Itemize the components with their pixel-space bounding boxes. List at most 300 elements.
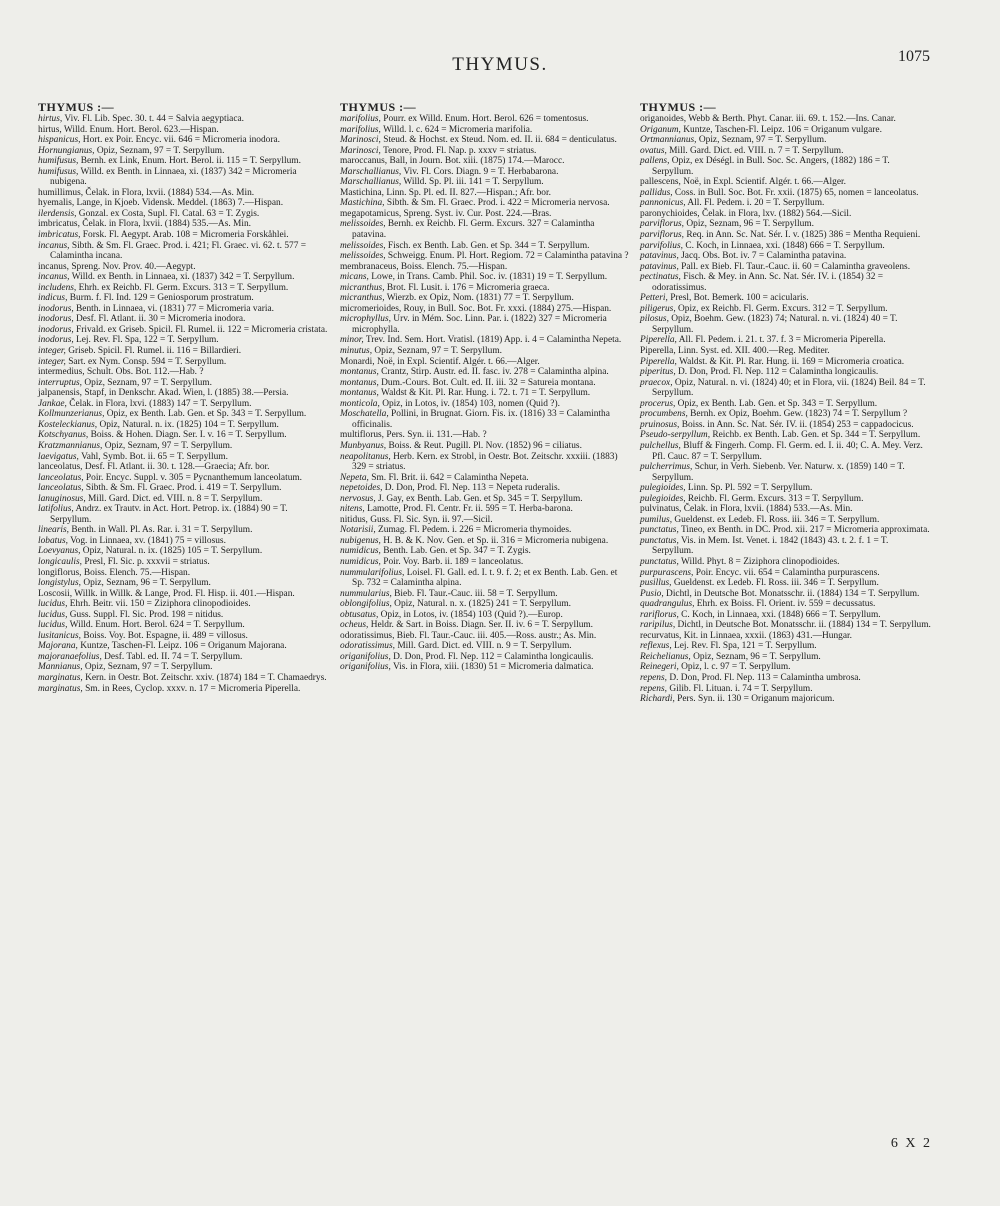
- entry-name: parviflorus,: [640, 219, 685, 230]
- index-entry: [38, 652, 330, 663]
- entry-citation: Dichtl, in Deutsche Bot. Monatsschr. ii. (1884) 134 = T. Serpyllum.: [675, 620, 931, 631]
- entry-name: hyemalis,: [38, 198, 75, 209]
- index-entry: [640, 156, 932, 177]
- entry-name: lusitanicus,: [38, 630, 81, 641]
- entry-name: montanus,: [340, 388, 379, 399]
- entry-citation: Boiss. in Ann. Sc. Nat. Sér. IV. ii. (1854) 253 = cappadocicus.: [679, 419, 914, 430]
- entry-name: Loevyanus,: [38, 546, 81, 557]
- index-entry: [38, 209, 330, 220]
- index-entry: [640, 188, 932, 199]
- entry-name: latifolius,: [38, 504, 74, 515]
- index-entry: [340, 546, 630, 557]
- entry-name: longistylus,: [38, 578, 81, 589]
- entry-name: pumilus,: [640, 514, 673, 525]
- index-entry: [640, 293, 932, 304]
- entry-name: lucidus,: [38, 599, 68, 610]
- entry-citation: Pers. Syn. ii. 130 = Origanum majoricum.: [674, 694, 835, 705]
- index-entry: [340, 610, 630, 621]
- entry-citation: Čelak. in Flora, lxvi. (1883) 147 = T. Serpyllum.: [66, 398, 252, 409]
- entry-citation: Guss. Fl. Sic. Syn. ii. 97.—Sicil.: [367, 514, 493, 525]
- index-entry: [640, 641, 932, 652]
- index-entry: [340, 662, 630, 673]
- entry-citation: Heldr. & Sart. in Boiss. Diagn. Ser. II. iv. 6 = T. Serpyllum.: [368, 620, 594, 631]
- entry-citation: Andrz. ex Trautv. in Act. Hort. Petrop. ix. (1884) 90 = T. Serpyllum.: [50, 504, 288, 525]
- entry-citation: Viv. Fl. Lib. Spec. 30. t. 44 = Salvia aegyptiaca.: [62, 114, 245, 124]
- entry-citation: Reichb. ex Benth. Lab. Gen. et Sp. 344 = T. Serpyllum.: [710, 430, 921, 441]
- index-entry: [640, 198, 932, 209]
- entry-citation: Opiz, ex Benth. Lab. Gen. et Sp. 343 = T. Serpyllum.: [104, 409, 307, 420]
- index-entry: [38, 146, 330, 157]
- entry-citation: Linn. Syst. ed. XII. 400.—Reg. Mediter.: [675, 346, 830, 357]
- index-entry: [38, 219, 330, 230]
- entry-citation: Opiz, l. c. 97 = T. Serpyllum.: [678, 662, 791, 673]
- entry-citation: D. Don, Prod. Fl. Nep. 113 = Calamintha umbrosa.: [667, 672, 861, 683]
- entry-citation: Opiz, Boehm. Gew. (1823) 74; Natural. n. vi. (1824) 40 = T. Serpyllum.: [652, 314, 898, 335]
- entry-name: odoratissimus,: [340, 641, 395, 652]
- entry-name: micranthus,: [340, 293, 385, 304]
- index-entry: [340, 135, 630, 146]
- entry-citation: Noë, in Expl. Scientif. Algér. t. 66.—Alger.: [680, 177, 846, 188]
- index-entry: [340, 536, 630, 547]
- entry-name: piligerus,: [640, 303, 676, 314]
- index-entry: [340, 473, 630, 484]
- entry-name: ilerdensis,: [38, 208, 77, 219]
- index-entry: [640, 125, 932, 136]
- entry-name: minor,: [340, 335, 364, 346]
- entry-name: longiflorus,: [38, 567, 82, 578]
- column-heading: THYMUS :—: [38, 100, 115, 114]
- index-entry: [38, 662, 330, 673]
- entry-name: Kratzmannianus,: [38, 440, 103, 451]
- entry-citation: Opiz, ex Déségl. in Bull. Soc. Sc. Angers, (1882) 186 = T. Serpyllum.: [652, 156, 890, 177]
- index-entry: [340, 167, 630, 178]
- index-entry: [340, 209, 630, 220]
- entry-citation: Willd. Sp. Pl. iii. 141 = T. Serpyllum.: [401, 177, 544, 188]
- entry-citation: Lange, in Kjoeb. Vidensk. Meddel. (1863) 7.—Hispan.: [74, 198, 284, 209]
- entry-name: Mannianus,: [38, 662, 83, 673]
- entry-citation: Desf. Fl. Atlant. ii. 30 = Micromeria inodora.: [73, 314, 246, 325]
- index-entry: [340, 272, 630, 283]
- entry-citation: Req. in Ann. Sc. Nat. Sér. I. v. (1825) 386 = Mentha Requieni.: [684, 230, 921, 241]
- index-entry: [640, 483, 932, 494]
- entry-name: punctatus,: [640, 525, 679, 536]
- entry-citation: Boiss. Elench. 75.—Hispan.: [398, 261, 508, 272]
- entry-citation: Bernh. ex Reichb. Fl. Germ. Excurs. 327 = Calamintha patavina.: [352, 219, 595, 241]
- index-entry: [640, 272, 932, 293]
- entry-citation: Forsk. Fl. Aegypt. Arab. 108 = Micromeria Forskåhlei.: [80, 230, 289, 241]
- entry-citation: Zumag. Fl. Pedem. i. 226 = Micromeria thymoides.: [375, 525, 572, 536]
- entry-name: pilosus,: [640, 314, 669, 325]
- entry-name: lanceolatus,: [38, 472, 84, 483]
- index-entry: [340, 483, 630, 494]
- index-entry: [640, 367, 932, 378]
- entry-citation: Ball, in Journ. Bot. xiii. (1875) 174.—Marocc.: [387, 156, 565, 167]
- entry-name: Kollmunzerianus,: [38, 409, 105, 420]
- index-entry: [38, 346, 330, 357]
- index-entry: [640, 378, 932, 399]
- entry-citation: Viv. Fl. Cors. Diagn. 9 = T. Herbabarona.: [401, 166, 559, 177]
- entry-citation: Jacq. Obs. Bot. iv. 7 = Calamintha patavina.: [678, 251, 847, 262]
- index-entry: [340, 346, 630, 357]
- index-entry: [38, 304, 330, 315]
- index-entry: [340, 198, 630, 209]
- entry-name: parvifolius,: [640, 240, 683, 251]
- page-number: 1075: [898, 48, 930, 65]
- entry-citation: Lej. Rev. Fl. Spa, 121 = T. Serpyllum.: [671, 641, 817, 652]
- index-entry: [38, 272, 330, 283]
- entry-name: Monardi,: [340, 356, 375, 367]
- entry-name: pruinosus,: [640, 419, 680, 430]
- index-entry: [340, 378, 630, 389]
- entry-citation: Poir. Encyc. vii. 654 = Calamintha purpurascens.: [693, 567, 880, 578]
- index-entry: [38, 188, 330, 199]
- index-entry: [640, 346, 932, 357]
- entry-name: lucidus,: [38, 620, 68, 631]
- entry-name: inodorus,: [38, 303, 74, 314]
- entry-name: Marschallianus,: [340, 177, 402, 188]
- entry-citation: Opiz, Seznam, 96 = T. Serpyllum.: [80, 578, 211, 589]
- entry-name: hispanicus,: [38, 135, 81, 146]
- index-entry: [340, 452, 630, 473]
- entry-name: numidicus,: [340, 556, 381, 567]
- entry-citation: Rouy, in Bull. Soc. Bot. Fr. xxxi. (1884) 275.—Hispan.: [401, 303, 612, 314]
- entry-name: origanifolius,: [340, 651, 391, 662]
- entry-citation: Boiss. & Hohen. Diagn. Ser. I. v. 16 = T. Serpyllum.: [88, 430, 287, 441]
- index-entry: [340, 409, 630, 430]
- entry-citation: C. Koch, in Linnaea, xxi. (1848) 666 = T. Serpyllum.: [678, 609, 881, 620]
- index-entry: [640, 219, 932, 230]
- entry-citation: Sibth. & Sm. Fl. Graec. Prod. i. 421; Fl. Graec. vi. 62. t. 577 = Calamintha incana.: [50, 240, 307, 262]
- index-entry: [38, 293, 330, 304]
- entry-name: membranaceus,: [340, 261, 399, 272]
- entry-name: melissoides,: [340, 251, 386, 262]
- entry-citation: Frivald. ex Griseb. Spicil. Fl. Rumel. ii. 122 = Micromeria cristata.: [73, 324, 328, 335]
- entry-name: melissoides,: [340, 240, 386, 251]
- index-entry: [340, 293, 630, 304]
- entry-citation: Kuntze, Taschen-Fl. Leipz. 106 = Origanum vulgare.: [680, 124, 882, 135]
- entry-name: repens,: [640, 672, 667, 683]
- entry-name: micans,: [340, 272, 369, 283]
- entry-name: Jankae,: [38, 398, 67, 409]
- entry-name: reflexus,: [640, 641, 672, 652]
- entry-name: nubigenus,: [340, 535, 381, 546]
- entry-name: Reichelianus,: [640, 651, 691, 662]
- entry-citation: Čelak. in Flora, lxv. (1882) 564.—Sicil.: [699, 208, 852, 219]
- entry-citation: Boiss. Elench. 75.—Hispan.: [81, 567, 191, 578]
- index-entry: [38, 504, 330, 525]
- entry-citation: Lowe, in Trans. Camb. Phil. Soc. iv. (1831) 19 = T. Serpyllum.: [368, 272, 608, 283]
- entry-name: patavinus,: [640, 261, 679, 272]
- entry-citation: Linn. Sp. Pl. ed. II. 827.—Hispan.; Afr. bor.: [384, 187, 551, 198]
- index-entry: [38, 114, 330, 125]
- entry-citation: Vis. in Flora, xiii. (1830) 51 = Micromeria dalmatica.: [390, 662, 594, 673]
- index-entry: [640, 684, 932, 695]
- entry-name: marginatus,: [38, 672, 83, 683]
- entry-name: origanifolius,: [340, 662, 391, 673]
- entry-citation: Bieb. Fl. Taur.-Cauc. iii. 58 = T. Serpyllum.: [391, 588, 558, 599]
- entry-name: Origanum,: [640, 124, 681, 135]
- entry-citation: Webb & Berth. Phyt. Canar. iii. 69. t. 152.—Ins. Canar.: [686, 114, 896, 124]
- index-entry: [340, 367, 630, 378]
- entry-name: Kotschyanus,: [38, 430, 89, 441]
- entry-citation: Benth. Lab. Gen. et Sp. 347 = T. Zygis.: [380, 546, 531, 557]
- index-entry: [38, 546, 330, 557]
- index-entry: [38, 483, 330, 494]
- index-entry: [38, 283, 330, 294]
- entry-name: megapotamicus,: [340, 208, 402, 219]
- index-entry: [340, 399, 630, 410]
- entry-citation: Kit. in Linnaea, xxxii. (1863) 431.—Hungar.: [681, 630, 852, 641]
- entry-name: procumbens,: [640, 409, 688, 420]
- entry-citation: Tineo, ex Benth. in DC. Prod. xii. 217 = Micromeria approximata.: [678, 525, 930, 536]
- index-entry: [38, 198, 330, 209]
- entry-citation: J. Gay, ex Benth. Lab. Gen. et Sp. 345 = T. Serpyllum.: [375, 493, 583, 504]
- entry-citation: Desf. Tabl. ed. II. 74 = T. Serpyllum.: [101, 651, 243, 662]
- entry-name: lanceolatus,: [38, 462, 83, 473]
- index-entry: [340, 114, 630, 125]
- index-entry: [340, 188, 630, 199]
- entry-citation: All. Fl. Pedem. i. 21. t. 37. f. 3 = Micromeria Piperella.: [676, 335, 886, 346]
- entry-citation: H. B. & K. Nov. Gen. et Sp. ii. 316 = Micromeria nubigena.: [380, 535, 609, 546]
- entry-citation: C. Koch, in Linnaea, xxi. (1848) 666 = T. Serpyllum.: [682, 240, 885, 251]
- entry-name: ovatus,: [640, 145, 667, 156]
- entry-name: marifolius,: [340, 114, 381, 124]
- entry-name: paronychioides,: [640, 208, 700, 219]
- entry-citation: D. Don, Prod. Fl. Nep. 112 = Calamintha longicaulis.: [390, 651, 594, 662]
- entry-citation: Spreng. Nov. Prov. 40.—Aegypt.: [68, 261, 196, 272]
- entry-name: pannonicus,: [640, 198, 686, 209]
- entry-name: micromerioides,: [340, 303, 402, 314]
- index-entry: [640, 515, 932, 526]
- entry-citation: Schweigg. Enum. Pl. Hort. Regiom. 72 = Calamintha patavina ?: [385, 251, 629, 262]
- index-entry: [640, 209, 932, 220]
- entry-citation: Dichtl, in Deutsche Bot. Monatsschr. ii. (1884) 134 = T. Serpyllum.: [663, 588, 920, 599]
- index-entry: [640, 135, 932, 146]
- entry-name: Richardi,: [640, 694, 675, 705]
- entry-citation: Kuntze, Taschen-Fl. Leipz. 106 = Origanum Majorana.: [77, 641, 287, 652]
- entry-citation: Opiz, Seznam, 97 = T. Serpyllum.: [82, 662, 213, 673]
- entry-citation: Opiz, ex Benth. Lab. Gen. et Sp. 343 = T. Serpyllum.: [675, 398, 878, 409]
- index-entry: [38, 325, 330, 336]
- entry-name: procerus,: [640, 398, 676, 409]
- entry-citation: Guss. Suppl. Fl. Sic. Prod. 198 = nitidus.: [67, 609, 224, 620]
- entry-name: nummularius,: [340, 588, 392, 599]
- index-entry: [340, 631, 630, 642]
- entry-citation: Sibth. & Sm. Fl. Graec. Prod. i. 419 = T. Serpyllum.: [83, 483, 282, 494]
- entry-citation: Willd. Phyt. 8 = Ziziphora clinopodioides.: [678, 556, 840, 567]
- index-entry: [340, 641, 630, 652]
- index-entry: [640, 504, 932, 515]
- entry-name: pallidus,: [640, 187, 673, 198]
- index-entry: [38, 536, 330, 547]
- entry-name: multiflorus,: [340, 430, 385, 441]
- index-entry: [38, 589, 330, 600]
- index-entry: [38, 452, 330, 463]
- entry-citation: Steud. & Hochst. ex Steud. Nom. ed. II. ii. 684 = denticulatus.: [380, 135, 617, 146]
- entry-citation: Dum.-Cours. Bot. Cult. ed. II. iii. 32 = Satureia montana.: [378, 377, 596, 388]
- index-entry: [640, 462, 932, 483]
- index-entry: [340, 494, 630, 505]
- entry-citation: Poir. Voy. Barb. ii. 189 = lanceolatus.: [380, 556, 524, 567]
- entry-citation: Griseb. Spicil. Fl. Rumel. ii. 116 = Billardieri.: [65, 346, 242, 357]
- index-entry: [340, 125, 630, 136]
- entry-citation: Pall. ex Bieb. Fl. Taur.-Cauc. ii. 60 = Calamintha graveolens.: [678, 261, 911, 272]
- entry-citation: Willk. in Willk. & Lange, Prod. Fl. Hisp. ii. 401.—Hispan.: [72, 588, 295, 599]
- entry-citation: Schult. Obs. Bot. 112.—Hab. ?: [84, 367, 204, 378]
- entry-name: pulchellus,: [640, 440, 681, 451]
- index-entry: [640, 673, 932, 684]
- entry-name: Pseudo-serpyllum,: [640, 430, 711, 441]
- index-entry: [640, 430, 932, 441]
- index-entry: [38, 262, 330, 273]
- entry-name: Hornungianus,: [38, 145, 95, 156]
- index-entry: [38, 367, 330, 378]
- index-entry: [640, 230, 932, 241]
- entry-citation: Stapf, in Denkschr. Akad. Wien, l. (1885) 38.—Persia.: [82, 388, 289, 399]
- entry-citation: Boiss. & Reut. Pugill. Pl. Nov. (1852) 96 = ciliatus.: [386, 440, 582, 451]
- entry-citation: Opiz, ex Reichb. Fl. Germ. Excurs. 312 = T. Serpyllum.: [675, 303, 888, 314]
- index-entry: [340, 156, 630, 167]
- entry-citation: Ehrh. Beitr. vii. 150 = Ziziphora clinopodioides.: [67, 599, 251, 610]
- entry-name: Pusio,: [640, 588, 664, 599]
- entry-citation: Waldst. & Kit. Pl. Rar. Hung. ii. 169 = Micromeria croatica.: [676, 356, 905, 367]
- entry-name: Ortmannianus,: [640, 135, 697, 146]
- index-entry: [640, 177, 932, 188]
- entry-citation: Lej. Rev. Fl. Spa, 122 = T. Serpyllum.: [73, 335, 219, 346]
- entry-citation: Schur, in Verh. Siebenb. Ver. Naturw. x. (1859) 140 = T. Serpyllum.: [652, 462, 905, 483]
- index-entry: [640, 631, 932, 642]
- entry-name: Reinegeri,: [640, 662, 679, 673]
- entry-citation: Waldst & Kit. Pl. Rar. Hung. i. 72. t. 71 = T. Serpyllum.: [378, 388, 591, 399]
- index-entry: [640, 578, 932, 589]
- entry-citation: Urv. in Mém. Soc. Linn. Par. i. (1822) 327 = Micromeria microphylla.: [352, 314, 607, 335]
- index-entry: [38, 125, 330, 136]
- entry-citation: Opiz, in Lotos, iv. (1854) 103 (Quid ?).—Europ.: [378, 609, 563, 620]
- entry-name: rariflorus,: [640, 609, 679, 620]
- entry-name: praecox,: [640, 377, 673, 388]
- entry-name: pusillus,: [640, 578, 672, 589]
- index-entry: [340, 219, 630, 240]
- entry-name: humillimus,: [38, 187, 84, 198]
- index-entry: [38, 568, 330, 579]
- index-entry: [38, 399, 330, 410]
- entry-name: repens,: [640, 683, 667, 694]
- entry-citation: Gonzal. ex Costa, Supl. Fl. Catal. 63 = T. Zygis.: [76, 208, 260, 219]
- entry-citation: Lamotte, Prod. Fl. Centr. Fr. ii. 595 = T. Herba-barona.: [364, 504, 573, 515]
- entry-citation: Tenore, Prod. Fl. Nap. p. xxxv = striatus.: [380, 145, 537, 156]
- entry-citation: Presl, Bot. Bemerk. 100 = acicularis.: [667, 293, 809, 304]
- entry-name: monticola,: [340, 398, 380, 409]
- entry-citation: Opiz, Seznam, 97 = T. Serpyllum.: [102, 440, 233, 451]
- entry-citation: Sm. Fl. Brit. ii. 642 = Calamintha Nepeta.: [368, 472, 529, 483]
- entry-name: Marinosci,: [340, 135, 381, 146]
- entry-name: purpurascens,: [640, 567, 694, 578]
- entry-name: lucidus,: [38, 609, 68, 620]
- entry-name: intermedius,: [38, 367, 85, 378]
- entry-citation: Burm. f. Fl. Ind. 129 = Geniosporum prostratum.: [67, 293, 254, 304]
- entry-citation: Boiss. Voy. Bot. Espagne, ii. 489 = villosus.: [80, 630, 248, 641]
- index-entry: [340, 557, 630, 568]
- entry-name: Notarisii,: [340, 525, 376, 536]
- index-entry: [640, 251, 932, 262]
- entry-citation: Opiz, Seznam, 97 = T. Serpyllum.: [372, 346, 502, 357]
- entry-citation: Brot. Fl. Lusit. i. 176 = Micromeria graeca.: [384, 282, 550, 293]
- column-3: [640, 100, 932, 705]
- index-entry: [340, 388, 630, 399]
- entry-name: hirtus,: [38, 124, 62, 135]
- entry-citation: Opiz, in Lotos, iv. (1854) 103, nomen (Quid ?).: [379, 398, 560, 409]
- index-entry: [340, 251, 630, 262]
- entry-citation: Pourr. ex Willd. Enum. Hort. Berol. 626 = tomentosus.: [380, 114, 589, 124]
- entry-name: nitidus,: [340, 514, 368, 525]
- entry-name: humifusus,: [38, 166, 79, 177]
- entry-citation: Bernh. ex Opiz, Boehm. Gew. (1823) 74 = T. Serpyllum ?: [687, 409, 908, 420]
- entry-citation: Spreng. Syst. iv. Cur. Post. 224.—Bras.: [401, 208, 552, 219]
- entry-name: indicus,: [38, 293, 68, 304]
- entry-name: inodorus,: [38, 314, 74, 325]
- entry-citation: Gueldenst. ex Ledeb. Fl. Ross. iii. 346 = T. Serpyllum.: [672, 514, 880, 525]
- entry-name: micranthus,: [340, 282, 385, 293]
- entry-citation: Fisch. & Mey. in Ann. Sc. Nat. Sér. IV. i. (1854) 32 = odoratissimus.: [652, 272, 884, 293]
- entry-citation: Loisel. Fl. Gall. ed. I. t. 9. f. 2; et ex Benth. Lab. Gen. et Sp. 732 = Calamintha alpina.: [352, 567, 618, 589]
- entry-citation: Ehrh. ex Reichb. Fl. Germ. Excurs. 313 = T. Serpyllum.: [76, 282, 289, 293]
- entry-citation: Trev. Ind. Sem. Hort. Vratisl. (1819) App. i. 4 = Calamintha Nepeta.: [363, 335, 622, 346]
- index-entry: [38, 135, 330, 146]
- entry-name: pallescens,: [640, 177, 681, 188]
- entry-name: punctatus,: [640, 556, 679, 567]
- index-entry: [640, 335, 932, 346]
- entry-name: pallens,: [640, 156, 670, 167]
- entry-name: lanceolatus,: [38, 483, 84, 494]
- index-entry: [38, 241, 330, 262]
- index-entry: [640, 589, 932, 600]
- entry-citation: Desf. Fl. Atlant. ii. 30. t. 128.—Graecia; Afr. bor.: [82, 462, 270, 473]
- index-entry: [340, 335, 630, 346]
- entry-name: Munbyanus,: [340, 440, 387, 451]
- entry-citation: All. Fl. Pedem. i. 20 = T. Serpyllum.: [685, 198, 825, 209]
- entry-citation: Mill. Gard. Dict. ed. VIII. n. 9 = T. Serpyllum.: [394, 641, 572, 652]
- index-entry: [640, 620, 932, 631]
- entry-name: odoratissimus,: [340, 630, 395, 641]
- entry-citation: Willd. ex Benth. in Linnaea, xi. (1837) 342 = Micromeria nubigena.: [50, 166, 297, 188]
- entry-name: integer,: [38, 346, 66, 357]
- entry-name: laevigatus,: [38, 451, 79, 462]
- entry-name: longicaulis,: [38, 556, 83, 567]
- entry-name: majoranaefolius,: [38, 651, 102, 662]
- index-entry: [340, 652, 630, 663]
- index-entry: [38, 420, 330, 431]
- index-entry: [340, 568, 630, 589]
- entry-citation: Willd. Enum. Hort. Berol. 624 = T. Serpyllum.: [67, 620, 245, 631]
- entry-name: nervosus,: [340, 493, 376, 504]
- entry-name: marginatus,: [38, 683, 83, 694]
- index-entry: [640, 662, 932, 673]
- entry-citation: Čelak. in Flora, lxvii. (1884) 535.—As. Min.: [79, 219, 252, 230]
- index-entry: [38, 673, 330, 684]
- index-entry: [38, 430, 330, 441]
- entry-name: patavinus,: [640, 251, 679, 262]
- entry-name: marifolius,: [340, 124, 381, 135]
- entry-name: incanus,: [38, 261, 69, 272]
- entry-citation: Wierzb. ex Opiz, Nom. (1831) 77 = T. Serpyllum.: [384, 293, 574, 304]
- index-entry: [640, 610, 932, 621]
- index-entry: [640, 557, 932, 568]
- index-entry: [38, 494, 330, 505]
- entry-name: imbricatus,: [38, 219, 80, 230]
- entry-name: humifusus,: [38, 156, 79, 167]
- entry-name: incanus,: [38, 272, 70, 283]
- page-title: THYMUS.: [452, 54, 548, 75]
